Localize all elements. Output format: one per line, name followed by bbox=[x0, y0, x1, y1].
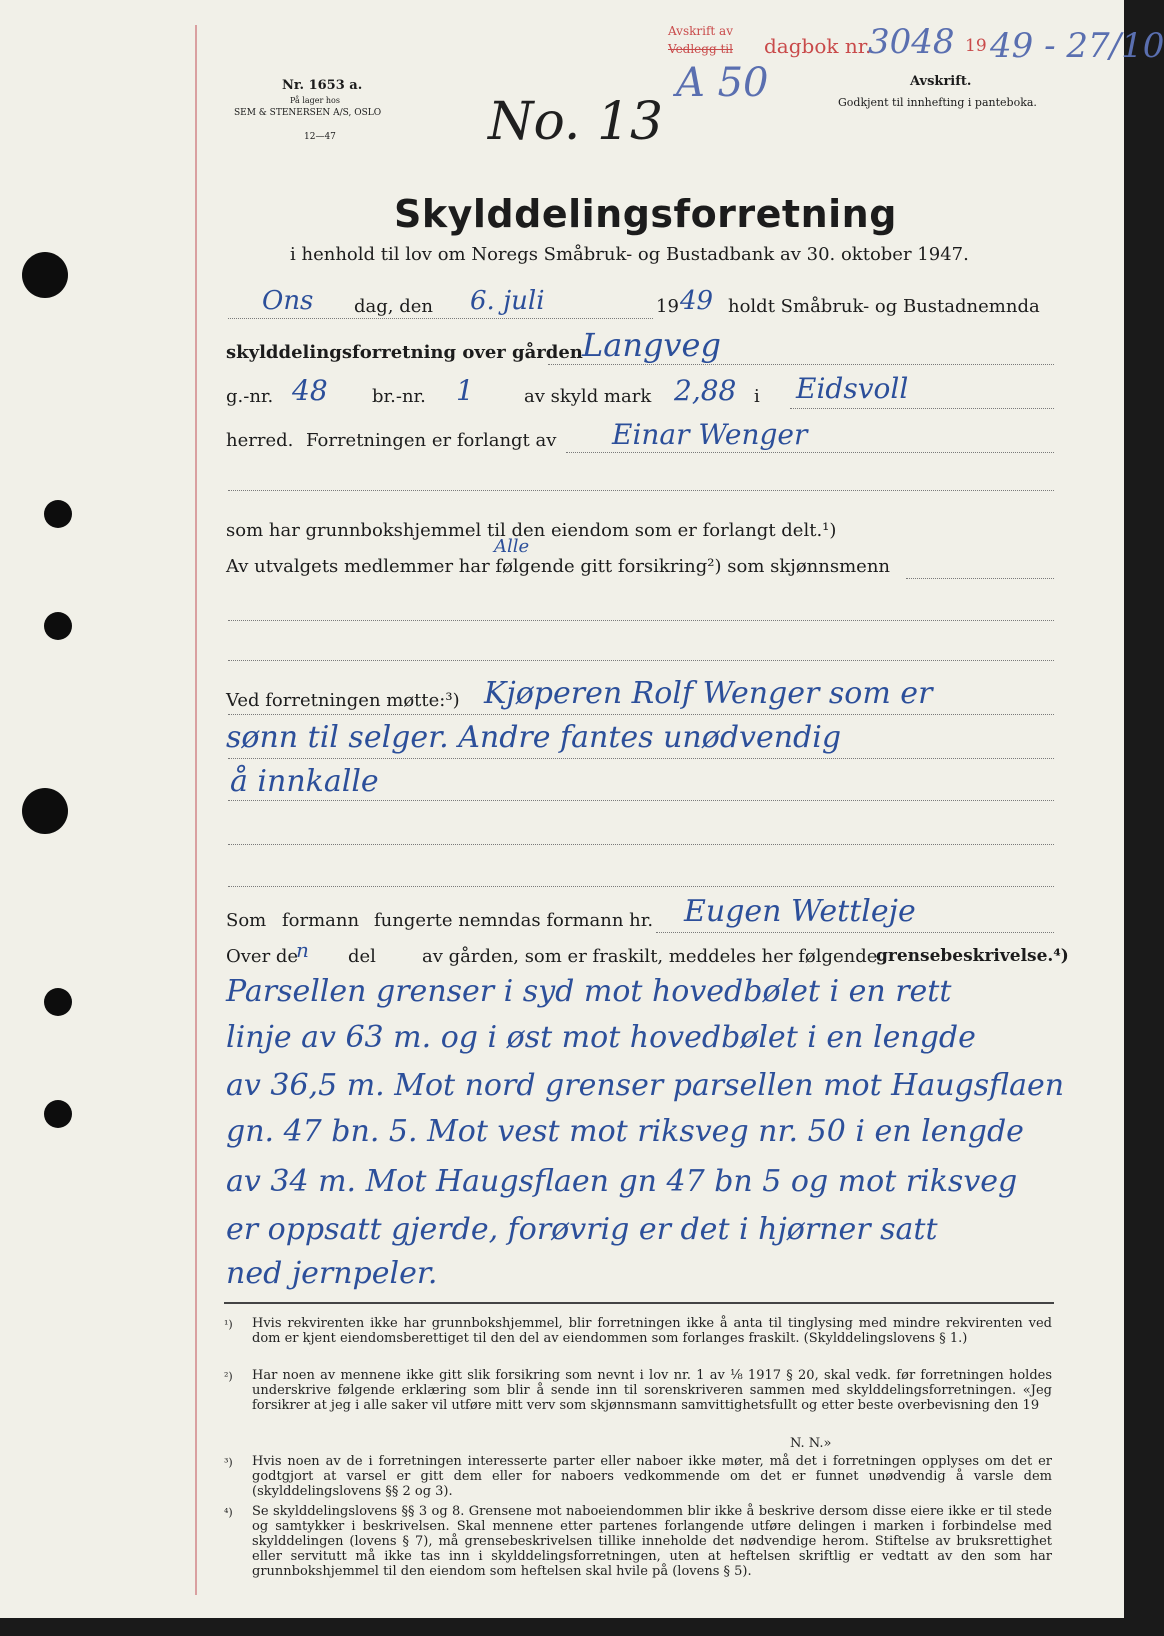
stamp-godkjent: Godkjent til innhefting i panteboka. bbox=[838, 96, 1037, 109]
binder-hole bbox=[22, 788, 68, 834]
fill-line bbox=[228, 318, 653, 319]
margin-line bbox=[195, 25, 197, 1595]
fill-line bbox=[228, 620, 1054, 621]
page-title: Skylddelingsforretning bbox=[394, 192, 897, 236]
handwritten-gnr: 48 bbox=[292, 374, 328, 407]
label-grensebeskrivelse: grensebeskrivelse.⁴) bbox=[876, 946, 1069, 966]
binder-hole bbox=[44, 988, 72, 1016]
handwritten-brnr: 1 bbox=[456, 374, 474, 407]
footnote-mark: ¹) bbox=[224, 1318, 233, 1331]
handwritten-weekday: Ons bbox=[262, 286, 314, 316]
stamp-dagbok: dagbok nr. bbox=[764, 34, 872, 58]
label-holdt: holdt Småbruk- og Bustadnemnda bbox=[728, 296, 1040, 317]
fill-line bbox=[228, 844, 1054, 845]
handwritten-dagbok-number: 3048 bbox=[868, 22, 955, 62]
handwritten-year: 49 bbox=[680, 286, 714, 316]
label-i: i bbox=[754, 386, 760, 407]
footnote: Hvis noen av de i forretningen interesserte parter eller naboer ikke møter, må det i forretningen opplyses om det er godtgjort at varsel er gitt dem eller for naboers vedkommende om det er funnet unødvendig å varsle dem (skylddelingslovens §§ 2 og 3). bbox=[252, 1454, 1052, 1499]
footnote: Hvis rekvirenten ikke har grunnbokshjemmel, blir forretningen ikke å anta til tinglysing med mindre rekvirenten ved dom er kjent eiendomsberettiget til den del av eiendommen som forlanges fraskilt. (Skylddelingslovens § 1.) bbox=[252, 1316, 1052, 1346]
handwritten-farm-name: Langveg bbox=[582, 326, 721, 364]
stamp-line-2: Vedlegg til bbox=[668, 42, 733, 56]
binder-hole bbox=[44, 1100, 72, 1128]
label-gnr: g.-nr. bbox=[226, 386, 274, 407]
description-line: av 36,5 m. Mot nord grenser parsellen mot Haugsflaen bbox=[226, 1068, 1065, 1103]
handwritten-attendees-line-3: å innkalle bbox=[230, 764, 379, 799]
label-grunnbokshjemmel: som har grunnbokshjemmel til den eiendom som er forlangt delt.¹) bbox=[226, 520, 837, 541]
handwritten-alle: Alle bbox=[494, 536, 530, 557]
handwritten-case-number: No. 13 bbox=[488, 92, 664, 152]
footnote-divider bbox=[224, 1302, 1054, 1304]
footnote-mark: ⁴) bbox=[224, 1506, 233, 1519]
handwritten-attendees-line-2: sønn til selger. Andre fantes unødvendig bbox=[226, 720, 842, 755]
binder-hole bbox=[22, 252, 68, 298]
fill-line bbox=[228, 714, 1054, 715]
footnote-mark: ³) bbox=[224, 1456, 233, 1469]
binder-hole bbox=[44, 612, 72, 640]
handwritten-over-de-suffix: n bbox=[296, 938, 309, 962]
form-code: 12—47 bbox=[304, 132, 336, 142]
handwritten-chairman: Eugen Wettleje bbox=[684, 894, 916, 929]
label-over-de: Over de bbox=[226, 946, 299, 967]
fill-line bbox=[906, 578, 1054, 579]
description-line: av 34 m. Mot Haugsflaen gn 47 bn 5 og mot riksveg bbox=[226, 1164, 1018, 1199]
label-herred: herred. bbox=[226, 430, 294, 451]
label-formann: formann bbox=[282, 910, 360, 931]
description-line: Parsellen grenser i syd mot hovedbølet i en rett bbox=[226, 974, 952, 1009]
handwritten-attendees-line-1: Kjøperen Rolf Wenger som er bbox=[484, 676, 933, 711]
label-over-garden: skylddelingsforretning over gården bbox=[226, 342, 583, 363]
footnote-mark: ²) bbox=[224, 1370, 233, 1383]
fill-line bbox=[228, 660, 1054, 661]
label-fungerte: fungerte nemndas formann hr. bbox=[374, 910, 654, 931]
label-brnr: br.-nr. bbox=[372, 386, 426, 407]
label-som: Som bbox=[226, 910, 267, 931]
handwritten-date: 6. juli bbox=[470, 286, 545, 316]
footnote-signature: N. N.» bbox=[790, 1436, 832, 1451]
handwritten-place: Eidsvoll bbox=[796, 372, 909, 405]
stamp-avskrift: Avskrift. bbox=[910, 74, 972, 89]
label-motte: Ved forretningen møtte:³) bbox=[226, 690, 460, 711]
label-forlangt-av: Forretningen er forlangt av bbox=[306, 430, 557, 451]
footnote: Har noen av mennene ikke gitt slik forsikring som nevnt i lov nr. 1 av ⅟₈ 1917 § 20, skal vedk. før forretningen holdes underskrive følgende erklæring som blir å sende inn til sorenskriveren sammen med skylddelingsforretningen. «Jeg forsikrer at jeg i alle saker vil utføre mitt verv som skjønnsmann samvittighetsfullt og etter beste overbevisning den 19 bbox=[252, 1368, 1052, 1413]
description-line: linje av 63 m. og i øst mot hovedbølet i en lengde bbox=[226, 1020, 976, 1055]
stamp-line-1: Avskrift av bbox=[668, 24, 733, 38]
binder-hole bbox=[44, 500, 72, 528]
form-publisher: SEM & STENERSEN A/S, OSLO bbox=[234, 108, 382, 118]
page-subtitle: i henhold til lov om Noregs Småbruk- og Bustadbank av 30. oktober 1947. bbox=[290, 244, 969, 265]
fill-line bbox=[790, 408, 1054, 409]
handwritten-skyld: 2,88 bbox=[674, 374, 737, 407]
fill-line bbox=[228, 490, 1054, 491]
label-skyld: av skyld mark bbox=[524, 386, 652, 407]
label-year-prefix: 19 bbox=[656, 296, 679, 317]
handwritten-dagbok-date: 49 - 27/10 bbox=[990, 26, 1164, 66]
handwritten-requester: Einar Wenger bbox=[612, 418, 808, 451]
label-fraskilt: av gården, som er fraskilt, meddeles her følgende bbox=[422, 946, 878, 967]
label-del: del bbox=[348, 946, 376, 967]
handwritten-reference: A 50 bbox=[676, 60, 769, 106]
fill-line bbox=[566, 452, 1054, 453]
stamp-year-prefix: 19 bbox=[965, 36, 987, 56]
description-line: er oppsatt gjerde, forøvrig er det i hjørner satt bbox=[226, 1212, 938, 1247]
form-number: Nr. 1653 a. bbox=[282, 78, 363, 93]
fill-line bbox=[228, 800, 1054, 801]
label-forsikring: Av utvalgets medlemmer har følgende gitt forsikring²) som skjønnsmenn bbox=[226, 556, 891, 577]
form-stock-note: På lager hos bbox=[290, 96, 340, 105]
fill-line bbox=[228, 758, 1054, 759]
fill-line bbox=[228, 886, 1054, 887]
description-line: gn. 47 bn. 5. Mot vest mot riksveg nr. 50 i en lengde bbox=[226, 1114, 1024, 1149]
label-dag-den: dag, den bbox=[354, 296, 433, 317]
fill-line bbox=[656, 932, 1054, 933]
fill-line bbox=[548, 364, 1054, 365]
footnote: Se skylddelingslovens §§ 3 og 8. Grensene mot naboeiendommen blir ikke å beskrive dersom disse eiere ikke er til stede og samtykker i beskrivelsen. Skal mennene etter partenes forlangende utføre delingen i marken i forbindelse med skylddelingen (lovens § 7), må grensebeskrivelsen tillike inneholde det nødvendige herom. Stiftelse av bruksrettighet eller servitutt må ikke tas inn i skylddelingsforretningen, uten at heftelsen skriftlig er vedtatt av den som har grunnbokshjemmel til den eiendom som heftelsen skal hvile på (lovens § 5). bbox=[252, 1504, 1052, 1579]
description-line: ned jernpeler. bbox=[226, 1256, 438, 1291]
